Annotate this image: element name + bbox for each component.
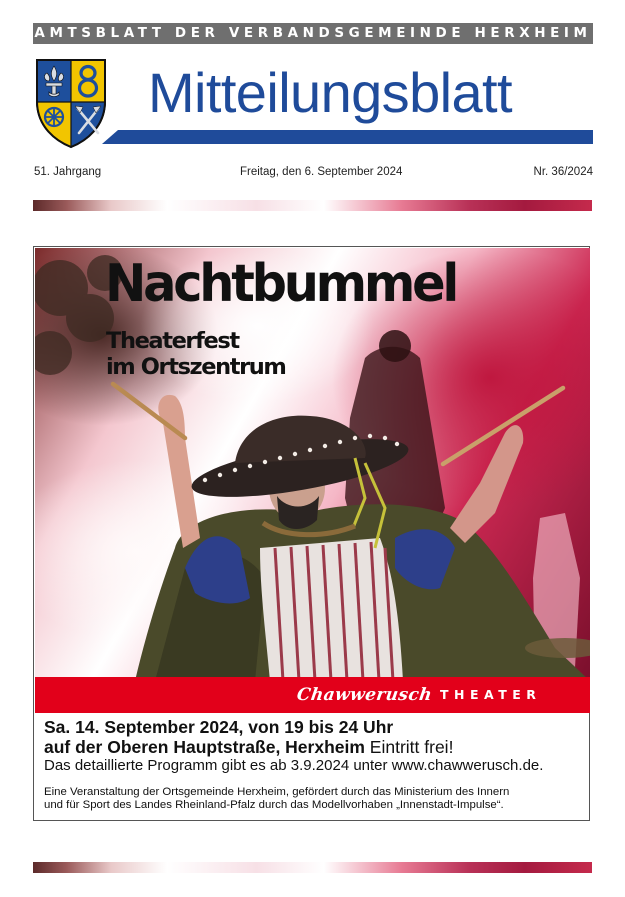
event-details: [44, 717, 584, 812]
sponsor-line-2: und für Sport des Landes Rheinland-Pfalz durch das Modellvorhaben „Innenstadt-Impulse“.: [44, 799, 504, 811]
decor-strip-bottom: [33, 862, 592, 873]
theater-banner: [35, 677, 590, 713]
event-location-text: auf der Oberen Hauptstraße, Herxheim: [44, 737, 365, 757]
issue-date: Freitag, den 6. September 2024: [240, 166, 403, 178]
gazette-band-text: AMTSBLATT DER VERBANDSGEMEINDE HERXHEIM: [34, 25, 592, 41]
theater-logo-script: Chawwerusch: [295, 685, 434, 705]
event-advert: [33, 246, 590, 821]
event-admission: Eintritt frei!: [369, 737, 454, 757]
event-date-time: Sa. 14. September 2024, von 19 bis 24 Uhr: [44, 717, 394, 737]
event-sponsor-note: [44, 786, 584, 812]
event-program-info: Das detaillierte Programm gibt es ab 3.9.2024 unter www.chawwerusch.de.: [44, 757, 544, 774]
coat-of-arms-icon: [34, 57, 108, 149]
issue-number: Nr. 36/2024: [533, 166, 593, 178]
event-photo: [35, 248, 590, 681]
masthead-title: Mitteilungsblatt: [148, 61, 512, 124]
gazette-band: [33, 23, 593, 44]
advert-subhead-line2: im Ortszentrum: [106, 354, 286, 380]
sponsor-line-1: Eine Veranstaltung der Ortsgemeinde Herxheim, gefördert durch das Ministerium des Innern: [44, 786, 510, 798]
event-location: [44, 737, 584, 757]
masthead-bar: [118, 130, 593, 144]
theater-logo: [297, 685, 541, 705]
volume-label: 51. Jahrgang: [34, 166, 102, 178]
advert-headline: Nachtbummel: [105, 254, 457, 314]
advert-subhead: [106, 328, 285, 380]
decor-strip-top: [33, 200, 592, 211]
advert-subhead-line1: Theaterfest: [106, 328, 239, 354]
theater-logo-caps: THEATER: [440, 687, 542, 702]
